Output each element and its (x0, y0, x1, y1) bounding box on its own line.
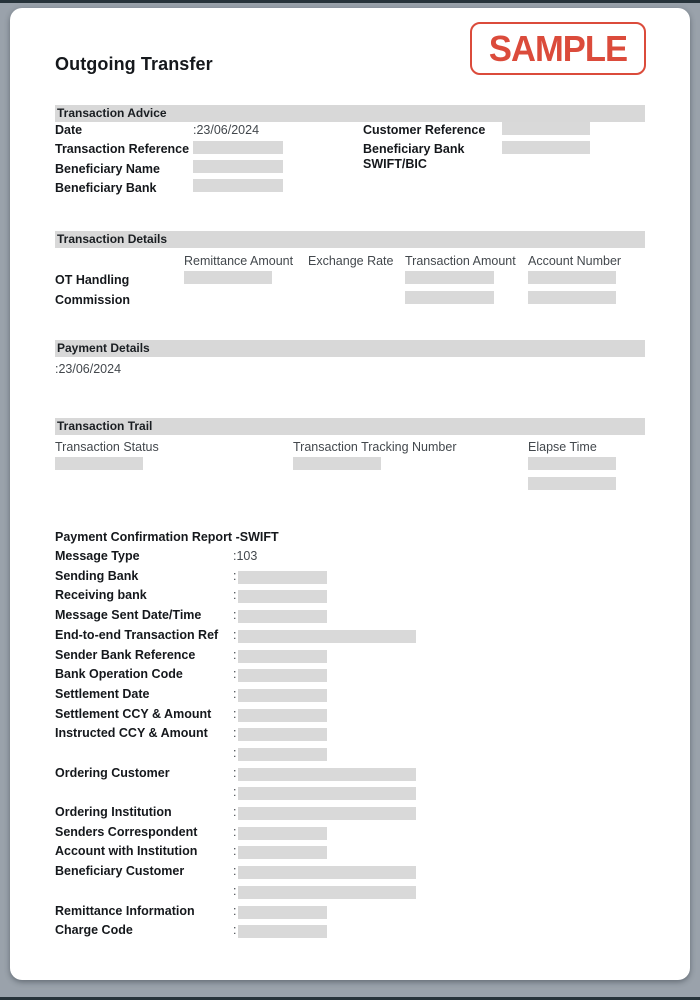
redacted-value-beneficiary-bank (193, 179, 283, 192)
swift-row-instructed-ccy-amount (55, 726, 645, 746)
redacted-value-beneficiary-bank-swift-bic (502, 141, 590, 154)
swift-row-colon: : (233, 569, 237, 583)
swift-row-label: Message Type (55, 549, 140, 563)
swift-row-charge-code (55, 923, 645, 943)
swift-row-account-with-institution (55, 844, 645, 864)
section-header-transaction-trail: Transaction Trail (55, 418, 645, 435)
redacted-value-box (238, 827, 327, 840)
swift-row-message-type (55, 549, 645, 569)
redacted-value-account-number-2 (528, 291, 616, 304)
swift-row-colon: : (233, 687, 237, 701)
field-label-beneficiary-bank: Beneficiary Bank (55, 181, 157, 195)
redacted-value-transaction-tracking-number (293, 457, 381, 470)
swift-row-ordering-customer (55, 766, 645, 786)
swift-row-ordering-institution (55, 805, 645, 825)
swift-report-title: Payment Confirmation Report -SWIFT (55, 530, 279, 544)
swift-row-label: Remittance Information (55, 904, 195, 918)
swift-row-end-to-end-transaction-ref (55, 628, 645, 648)
swift-row-label: Sender Bank Reference (55, 648, 196, 662)
redacted-value-box (238, 571, 327, 584)
sample-stamp (470, 22, 646, 75)
row-label-commission: Commission (55, 293, 131, 307)
swift-row-colon: : (233, 726, 237, 740)
column-header-remittance-amount: Remittance Amount (184, 254, 294, 268)
redacted-value-box (238, 748, 327, 761)
redacted-value-transaction-amount-2 (405, 291, 494, 304)
swift-row-colon: : (233, 707, 237, 721)
column-header-transaction-tracking-number: Transaction Tracking Number (293, 440, 457, 454)
swift-row-bank-operation-code (55, 667, 645, 687)
redacted-value-transaction-status (55, 457, 143, 470)
redacted-value-transaction-reference (193, 141, 283, 154)
redacted-value-box (238, 846, 327, 859)
field-label-transaction-reference: Transaction Reference (55, 142, 190, 156)
swift-row-sending-bank (55, 569, 645, 589)
redacted-value-box (238, 689, 327, 702)
swift-row-settlement-ccy-amount (55, 707, 645, 727)
redacted-value-box (238, 728, 327, 741)
redacted-value-box (238, 906, 327, 919)
redacted-value-beneficiary-name (193, 160, 283, 173)
section-header-payment-details: Payment Details (55, 340, 645, 357)
sample-stamp-text: SAMPLE (488, 27, 628, 69)
redacted-value-box (238, 787, 416, 800)
redacted-value-box (238, 866, 416, 879)
swift-row-continuation-1 (55, 746, 645, 766)
swift-row-colon: : (233, 884, 237, 898)
swift-row-label: Settlement CCY & Amount (55, 707, 212, 721)
swift-row-remittance-information (55, 904, 645, 924)
swift-row-colon: : (233, 864, 237, 878)
redacted-value-box (238, 650, 327, 663)
row-label-ot-handling: OT Handling (55, 273, 130, 287)
swift-row-label: Beneficiary Customer (55, 864, 185, 878)
field-label-beneficiary-bank-swift-bic: Beneficiary Bank SWIFT/BIC (363, 142, 465, 171)
swift-row-label: Charge Code (55, 923, 133, 937)
field-label-beneficiary-name: Beneficiary Name (55, 162, 160, 176)
redacted-value-account-number-1 (528, 271, 616, 284)
swift-row-colon: : (233, 608, 237, 622)
swift-row-label: Settlement Date (55, 687, 150, 701)
redacted-value-transaction-amount-1 (405, 271, 494, 284)
redacted-value-box (238, 669, 327, 682)
redacted-value-box (238, 590, 327, 603)
screen-edge-top (0, 0, 700, 3)
swift-row-label: Account with Institution (55, 844, 198, 858)
swift-row-label: Message Sent Date/Time (55, 608, 202, 622)
redacted-value-remittance-amount (184, 271, 272, 284)
swift-row-label: Receiving bank (55, 588, 147, 602)
field-value-date: :23/06/2024 (193, 123, 260, 137)
field-label-date: Date (55, 123, 83, 137)
swift-row-colon: : (233, 904, 237, 918)
page-title: Outgoing Transfer (55, 54, 213, 74)
column-header-exchange-rate: Exchange Rate (308, 254, 394, 268)
swift-row-label: Bank Operation Code (55, 667, 183, 681)
column-header-transaction-amount: Transaction Amount (405, 254, 516, 268)
swift-row-senders-correspondent (55, 825, 645, 845)
swift-row-colon: : (233, 628, 237, 642)
swift-row-continuation-3 (55, 884, 645, 904)
swift-row-colon: : (233, 844, 237, 858)
field-label-customer-reference: Customer Reference (363, 123, 486, 137)
swift-row-colon: : (233, 785, 237, 799)
document-page (10, 8, 690, 980)
column-header-transaction-status: Transaction Status (55, 440, 159, 454)
swift-row-label: Sending Bank (55, 569, 139, 583)
swift-row-label: Senders Correspondent (55, 825, 198, 839)
swift-row-label: Ordering Customer (55, 766, 170, 780)
swift-row-colon: : (233, 588, 237, 602)
column-header-account-number: Account Number (528, 254, 622, 268)
redacted-value-box (238, 709, 327, 722)
swift-row-value: :103 (233, 549, 258, 563)
column-header-elapse-time: Elapse Time (528, 440, 597, 454)
swift-row-colon: : (233, 648, 237, 662)
swift-row-colon: : (233, 746, 237, 760)
redacted-value-elapse-time-1 (528, 457, 616, 470)
swift-row-colon: : (233, 825, 237, 839)
swift-row-colon: : (233, 667, 237, 681)
redacted-value-box (238, 610, 327, 623)
redacted-value-elapse-time-2 (528, 477, 616, 490)
swift-row-colon: : (233, 923, 237, 937)
payment-details-date: :23/06/2024 (55, 362, 122, 376)
swift-row-sender-bank-reference (55, 648, 645, 668)
section-header-transaction-details: Transaction Details (55, 231, 645, 248)
redacted-value-customer-reference (502, 122, 590, 135)
swift-row-settlement-date (55, 687, 645, 707)
swift-row-label: End-to-end Transaction Ref (55, 628, 219, 642)
swift-row-colon: : (233, 766, 237, 780)
swift-row-continuation-2 (55, 785, 645, 805)
redacted-value-box (238, 886, 416, 899)
swift-row-beneficiary-customer (55, 864, 645, 884)
section-header-transaction-advice: Transaction Advice (55, 105, 645, 122)
swift-row-label: Ordering Institution (55, 805, 172, 819)
redacted-value-box (238, 768, 416, 781)
swift-row-label: Instructed CCY & Amount (55, 726, 208, 740)
swift-row-colon: : (233, 805, 237, 819)
redacted-value-box (238, 925, 327, 938)
swift-row-message-sent-date-time (55, 608, 645, 628)
redacted-value-box (238, 630, 416, 643)
redacted-value-box (238, 807, 416, 820)
swift-row-receiving-bank (55, 588, 645, 608)
